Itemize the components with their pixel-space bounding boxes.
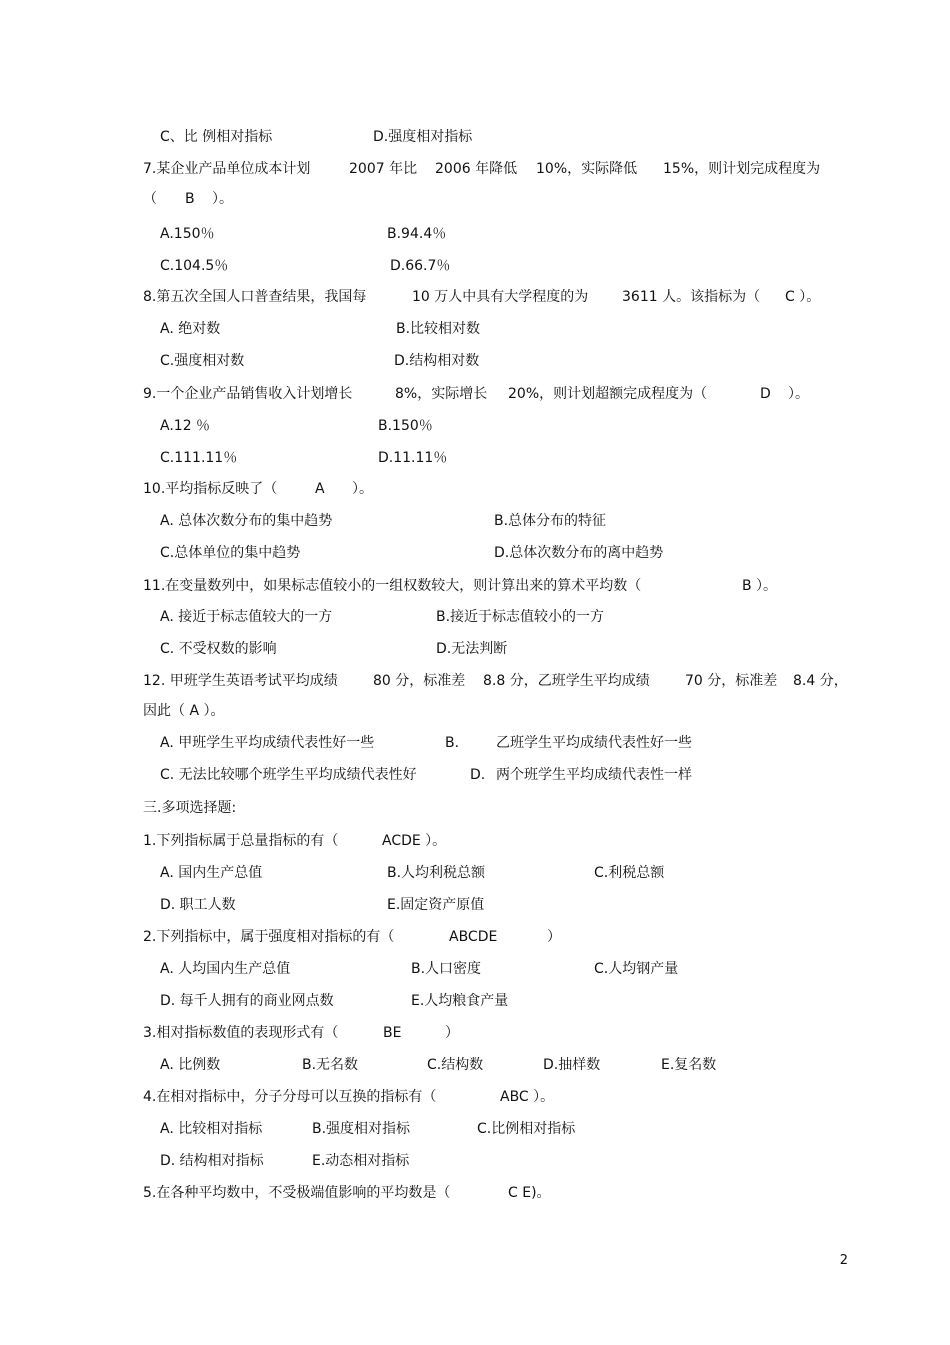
text-segment: 3.相对指标数值的表现形式有（ [143,1025,339,1041]
text-segment: 两个班学生平均成绩代表性一样 [496,767,692,783]
text-segment: B.150％ [378,418,433,434]
text-segment: 2.下列指标中，属于强度相对指标的有（ [143,929,395,945]
text-segment: 15%，则计划完成程度为 [663,161,821,177]
text-segment: ABC ）。 [500,1089,555,1105]
text-segment: （ [143,191,157,207]
text-segment: A [315,481,325,497]
text-segment: C.利税总额 [594,865,665,881]
text-segment: D.结构相对数 [394,353,480,369]
text-segment: 20%，则计划超额完成程度为（ [508,386,708,402]
text-segment: A. 人均国内生产总值 [160,961,291,977]
text-segment: 7.某企业产品单位成本计划 [143,161,311,177]
text-segment: C.111.11％ [160,450,238,466]
text-segment: B.总体分布的特征 [494,513,607,529]
text-segment: C.104.5％ [160,258,229,274]
text-segment: ） [445,1025,459,1041]
text-segment: ）。 [212,191,233,207]
text-segment: 11.在变量数列中，如果标志值较小的一组权数较大，则计算出来的算术平均数（ [143,578,642,594]
text-segment: A.150％ [160,226,215,242]
text-segment: 80 分，标准差 [373,673,466,689]
text-segment: D. 职工人数 [160,897,236,913]
text-segment: A. 国内生产总值 [160,865,263,881]
text-segment: D. 结构相对指标 [160,1153,264,1169]
text-segment: A. 绝对数 [160,321,221,337]
text-segment: 5.在各种平均数中，不受极端值影响的平均数是（ [143,1185,451,1201]
text-segment: C ）。 [785,289,821,305]
text-segment: D. 每千人拥有的商业网点数 [160,993,334,1009]
text-segment: A. 比例数 [160,1057,221,1073]
text-segment: B.人口密度 [411,961,482,977]
text-segment: A. 接近于标志值较大的一方 [160,609,333,625]
text-segment: B.无名数 [302,1057,359,1073]
text-segment: E.人均粮食产量 [411,993,509,1009]
text-segment: C.总体单位的集中趋势 [160,545,301,561]
text-segment: B.比较相对数 [396,321,481,337]
text-segment: 2006 年降低 [435,161,518,177]
text-segment: C.比例相对指标 [477,1121,576,1137]
text-segment: C. 无法比较哪个班学生平均成绩代表性好 [160,767,417,783]
text-segment: D.总体次数分布的离中趋势 [494,545,664,561]
text-segment: B.人均利税总额 [387,865,486,881]
text-segment: C、比 例相对指标 [160,129,273,145]
text-segment: ACDE ）。 [382,833,447,849]
text-segment: D.11.11％ [378,450,448,466]
text-segment: 10.平均指标反映了（ [143,481,278,497]
text-segment: ABCDE [449,929,498,945]
text-segment: C.强度相对数 [160,353,245,369]
text-segment: C.人均钢产量 [594,961,679,977]
text-segment: D. [470,767,486,783]
text-segment: ） [547,929,561,945]
text-segment: A. 甲班学生平均成绩代表性好一些 [160,735,375,751]
text-segment: 12. 甲班学生英语考试平均成绩 [143,673,338,689]
text-segment: D.抽样数 [543,1057,601,1073]
text-segment: 8.4 分， [793,673,848,689]
text-segment: A. 比较相对指标 [160,1121,263,1137]
text-segment: 8%，实际增长 [395,386,488,402]
text-segment: C E)。 [508,1185,551,1201]
text-segment: ）。 [352,481,373,497]
text-segment: 70 分，标准差 [685,673,778,689]
text-segment: 10%，实际降低 [536,161,638,177]
text-segment: B. [445,735,460,751]
text-segment: 三.多项选择题: [143,800,237,816]
text-segment: E.固定资产原值 [387,897,485,913]
page-number: 2 [839,1253,848,1268]
text-segment: A. 总体次数分布的集中趋势 [160,513,333,529]
text-segment: D [760,386,771,402]
text-segment: 8.第五次全国人口普查结果，我国每 [143,289,367,305]
text-segment: B.94.4％ [387,226,447,242]
text-segment: ）。 [788,386,809,402]
text-segment: B ）。 [742,578,778,594]
text-segment: 因此（ A ）。 [143,703,225,719]
text-segment: C.结构数 [427,1057,484,1073]
text-segment: 4.在相对指标中，分子分母可以互换的指标有（ [143,1089,437,1105]
text-segment: 乙班学生平均成绩代表性好一些 [496,735,692,751]
text-segment: B.接近于标志值较小的一方 [436,609,605,625]
text-segment: C. 不受权数的影响 [160,641,277,657]
text-segment: BE [383,1025,402,1041]
text-segment: 8.8 分，乙班学生平均成绩 [483,673,650,689]
text-segment: 9.一个企业产品销售收入计划增长 [143,386,353,402]
text-segment: 10 万人中具有大学程度的为 [412,289,589,305]
text-segment: B.强度相对指标 [312,1121,411,1137]
text-segment: E.复名数 [661,1057,717,1073]
text-segment: D.无法判断 [436,641,508,657]
text-segment: 1.下列指标属于总量指标的有（ [143,833,339,849]
text-segment: E.动态相对指标 [312,1153,410,1169]
text-segment: A.12 ％ [160,418,211,434]
text-segment: D.强度相对指标 [373,129,473,145]
text-segment: B [185,191,195,207]
text-segment: 2007 年比 [349,161,418,177]
text-segment: D.66.7％ [390,258,451,274]
text-segment: 3611 人。该指标为（ [622,289,761,305]
